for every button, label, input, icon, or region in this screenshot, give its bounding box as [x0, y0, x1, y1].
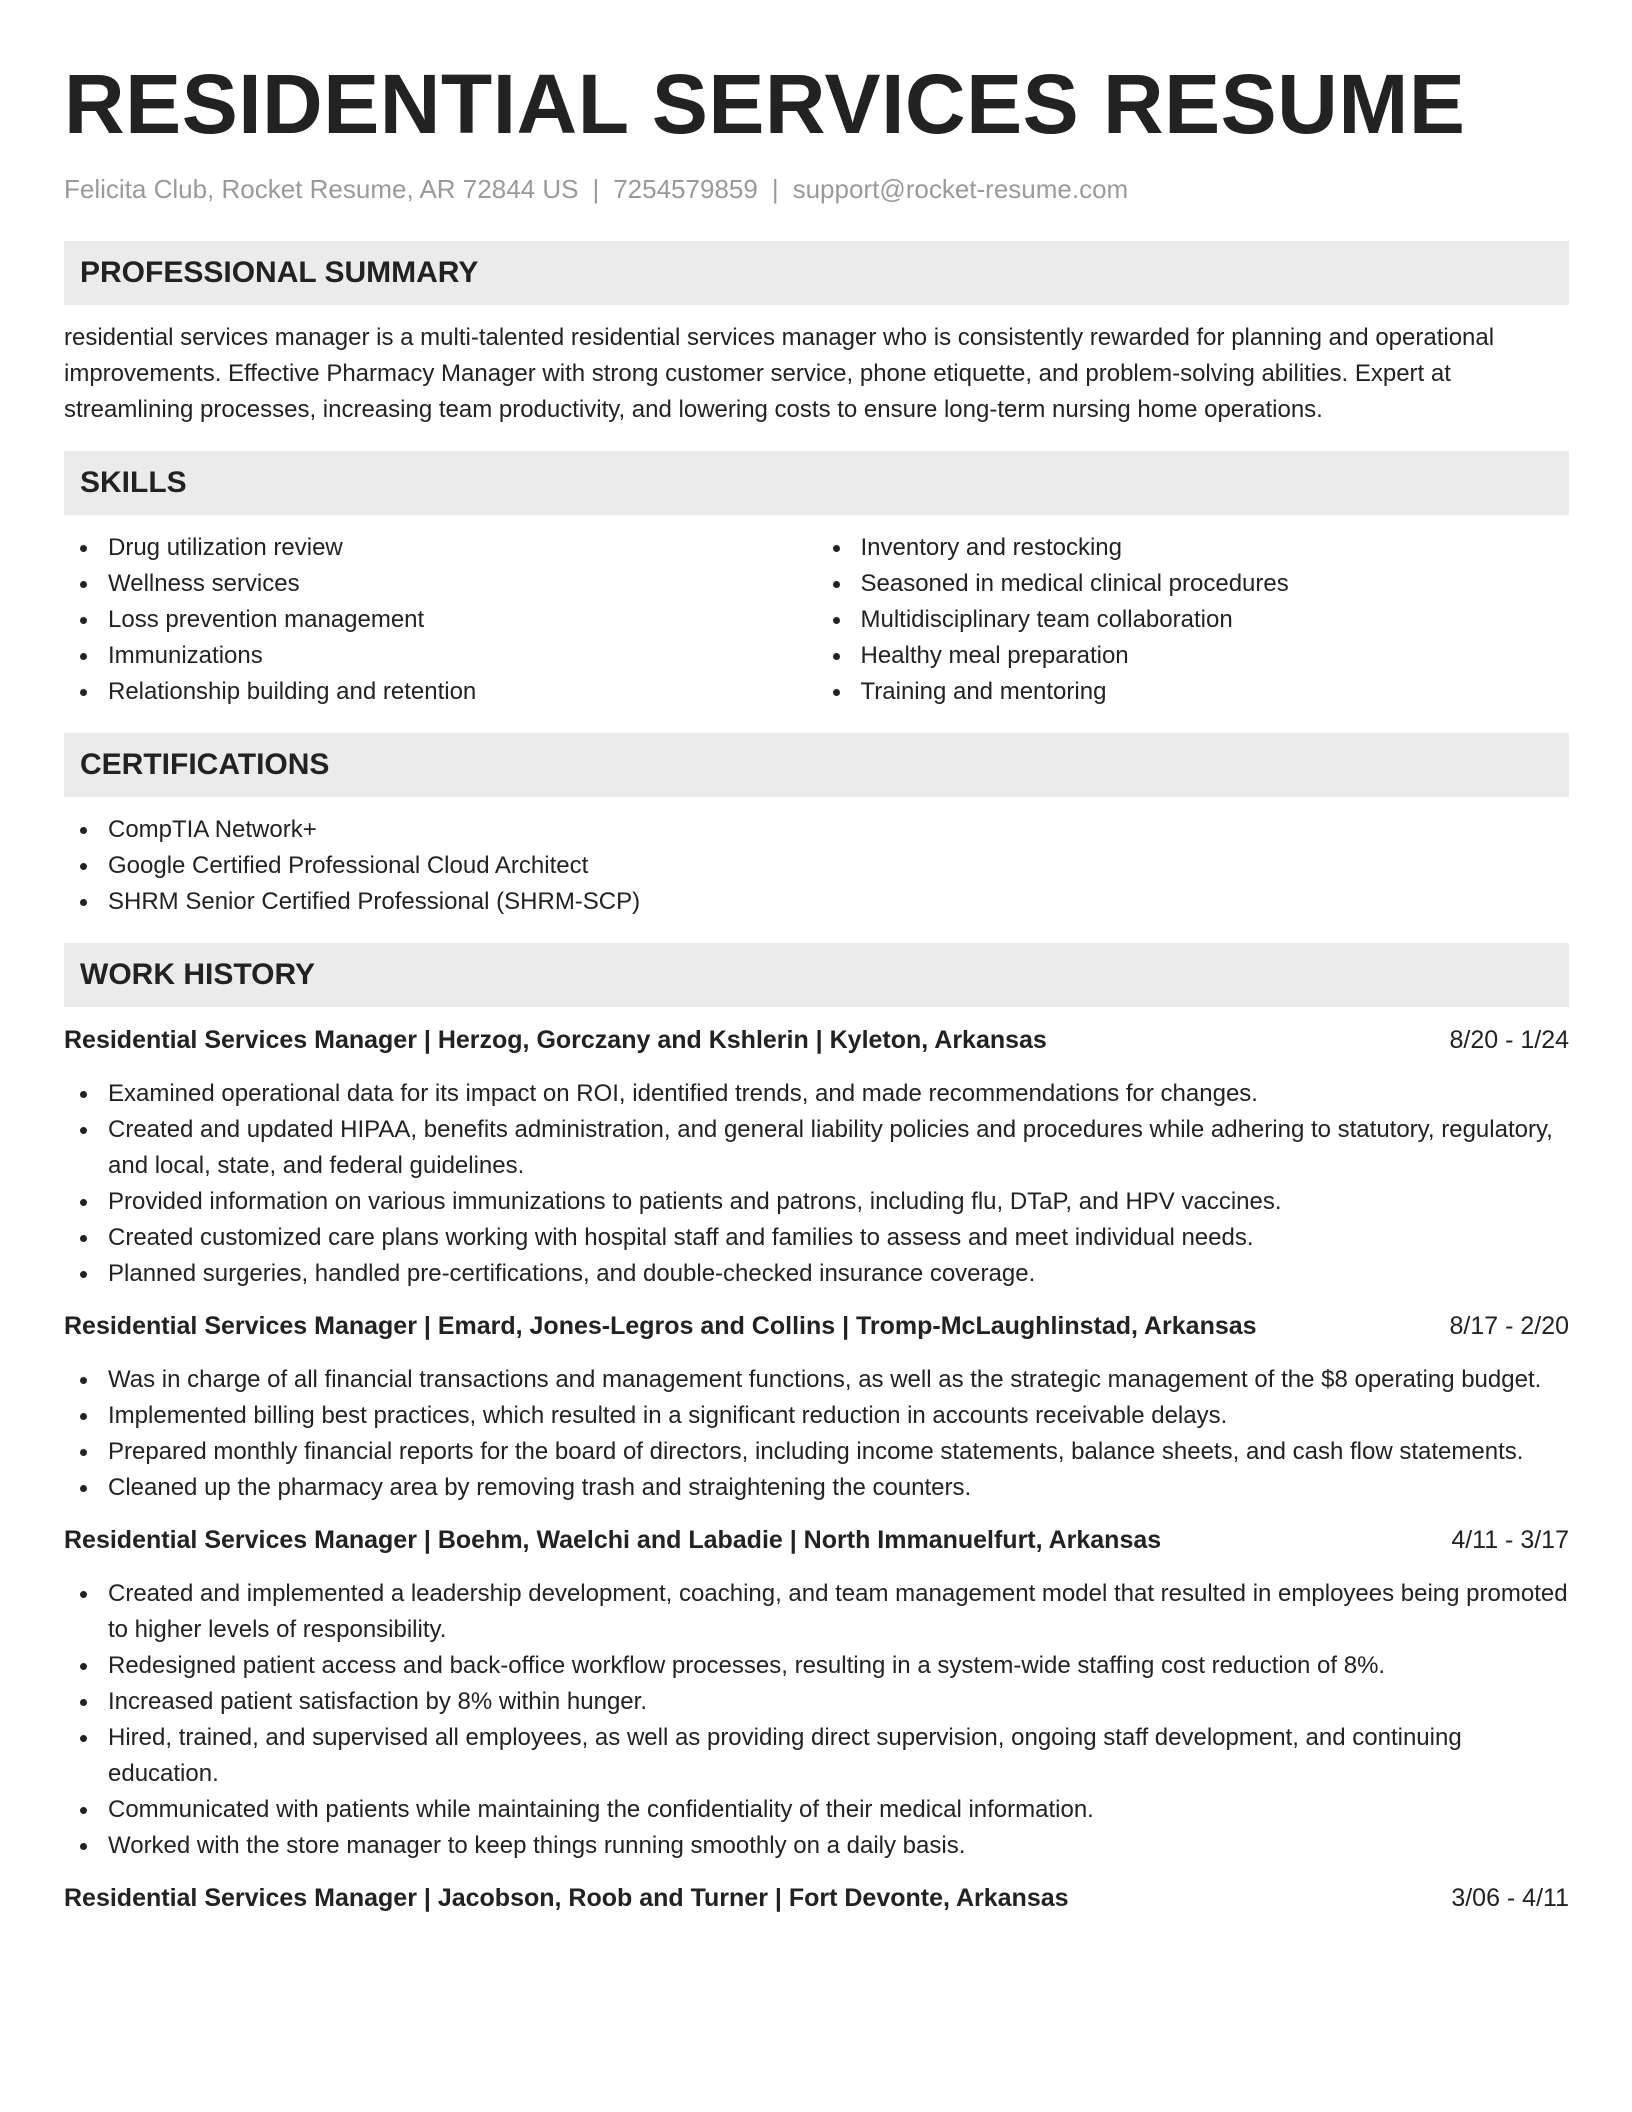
job-bullet: Worked with the store manager to keep things running smoothly on a daily basis. — [64, 1828, 1569, 1864]
skills-left-list — [64, 530, 817, 710]
skills-right-list — [817, 530, 1570, 710]
job-dates: 8/20 - 1/24 — [1449, 1026, 1569, 1054]
job-bullet: Planned surgeries, handled pre-certifications, and double-checked insurance coverage. — [64, 1256, 1569, 1292]
job-bullets — [64, 1576, 1569, 1864]
job-bullet: Created and updated HIPAA, benefits administration, and general liability policies and procedures while adhering to statutory, regulatory, and local, state, and federal guidelines. — [64, 1112, 1569, 1184]
skill-item: Relationship building and retention — [64, 674, 817, 710]
skills-heading: SKILLS — [64, 451, 1569, 515]
contact-address: Felicita Club, Rocket Resume, AR 72844 US — [64, 174, 579, 204]
job-dates: 4/11 - 3/17 — [1451, 1526, 1569, 1554]
job-title: Residential Services Manager | Jacobson, Roob and Turner | Fort Devonte, Arkansas — [64, 1884, 1069, 1912]
job-bullets — [64, 1362, 1569, 1506]
job-bullet: Created customized care plans working with hospital staff and families to assess and meet individual needs. — [64, 1220, 1569, 1256]
contact-phone: 7254579859 — [613, 174, 758, 204]
job-entry — [64, 1022, 1569, 1292]
skill-item: Immunizations — [64, 638, 817, 674]
certification-item: SHRM Senior Certified Professional (SHRM-SCP) — [64, 884, 1569, 920]
job-header — [64, 1880, 1569, 1916]
job-bullet: Created and implemented a leadership development, coaching, and team management model that resulted in employees being promoted to higher levels of responsibility. — [64, 1576, 1569, 1648]
certifications-section — [64, 733, 1569, 920]
job-bullet: Hired, trained, and supervised all employees, as well as providing direct supervision, ongoing staff development, and continuing education. — [64, 1720, 1569, 1792]
contact-separator: | — [592, 174, 600, 204]
contact-separator: | — [771, 174, 779, 204]
job-header — [64, 1022, 1569, 1058]
job-header — [64, 1308, 1569, 1344]
skill-item: Drug utilization review — [64, 530, 817, 566]
job-entry — [64, 1522, 1569, 1864]
contact-line — [64, 172, 1569, 206]
job-dates: 3/06 - 4/11 — [1451, 1884, 1569, 1912]
job-bullet: Cleaned up the pharmacy area by removing trash and straightening the counters. — [64, 1470, 1569, 1506]
work-history-heading: WORK HISTORY — [64, 943, 1569, 1007]
job-bullet: Redesigned patient access and back-office workflow processes, resulting in a system-wide staffing cost reduction of 8%. — [64, 1648, 1569, 1684]
skill-item: Wellness services — [64, 566, 817, 602]
job-dates: 8/17 - 2/20 — [1449, 1312, 1569, 1340]
resume-title: RESIDENTIAL SERVICES RESUME — [64, 57, 1466, 151]
job-bullet: Provided information on various immunizations to patients and patrons, including flu, DTaP, and HPV vaccines. — [64, 1184, 1569, 1220]
job-bullet: Was in charge of all financial transactions and management functions, as well as the strategic management of the $8 operating budget. — [64, 1362, 1569, 1398]
certification-item: CompTIA Network+ — [64, 812, 1569, 848]
skill-item: Inventory and restocking — [817, 530, 1570, 566]
certification-item: Google Certified Professional Cloud Architect — [64, 848, 1569, 884]
job-entry — [64, 1308, 1569, 1506]
summary-heading: PROFESSIONAL SUMMARY — [64, 241, 1569, 305]
job-title: Residential Services Manager | Boehm, Waelchi and Labadie | North Immanuelfurt, Arkansas — [64, 1526, 1162, 1554]
summary-text: residential services manager is a multi-talented residential services manager who is consistently rewarded for planning and operational improvements. Effective Pharmacy Manager with strong customer service, phone etiquette, and problem-solving abilities. Expert at streamlining processes, increasing team productivity, and lowering costs to ensure long-term nursing home operations. — [64, 324, 1495, 423]
certifications-list — [64, 812, 1569, 920]
job-header — [64, 1522, 1569, 1558]
work-history-section — [64, 943, 1569, 1916]
job-title: Residential Services Manager | Emard, Jones-Legros and Collins | Tromp-McLaughlinstad, Arkansas — [64, 1312, 1257, 1340]
skills-section — [64, 451, 1569, 710]
summary-section — [64, 241, 1569, 428]
job-bullet: Prepared monthly financial reports for the board of directors, including income statements, balance sheets, and cash flow statements. — [64, 1434, 1569, 1470]
certifications-heading: CERTIFICATIONS — [64, 733, 1569, 797]
job-bullet: Examined operational data for its impact on ROI, identified trends, and made recommendations for changes. — [64, 1076, 1569, 1112]
job-bullet: Implemented billing best practices, which resulted in a significant reduction in accounts receivable delays. — [64, 1398, 1569, 1434]
skill-item: Training and mentoring — [817, 674, 1570, 710]
job-title: Residential Services Manager | Herzog, Gorczany and Kshlerin | Kyleton, Arkansas — [64, 1026, 1047, 1054]
skill-item: Multidisciplinary team collaboration — [817, 602, 1570, 638]
skills-columns — [64, 530, 1569, 710]
job-entry — [64, 1880, 1569, 1916]
contact-email: support@rocket-resume.com — [792, 174, 1129, 204]
job-bullet: Communicated with patients while maintaining the confidentiality of their medical information. — [64, 1792, 1569, 1828]
skill-item: Seasoned in medical clinical procedures — [817, 566, 1570, 602]
job-bullet: Increased patient satisfaction by 8% within hunger. — [64, 1684, 1569, 1720]
skill-item: Loss prevention management — [64, 602, 817, 638]
job-bullets — [64, 1076, 1569, 1292]
skill-item: Healthy meal preparation — [817, 638, 1570, 674]
